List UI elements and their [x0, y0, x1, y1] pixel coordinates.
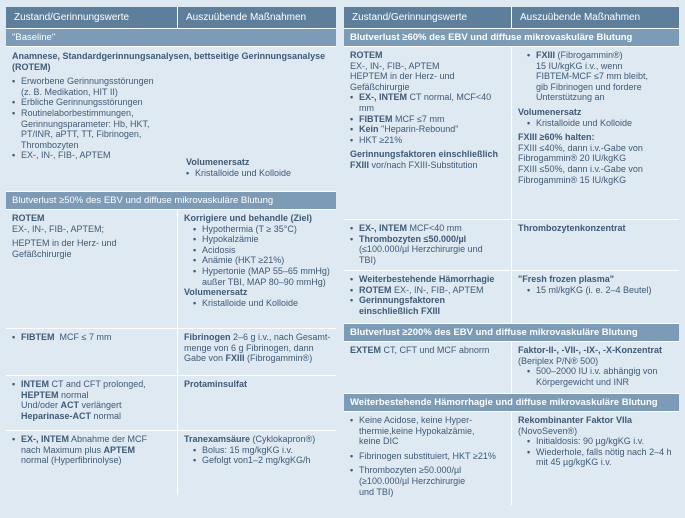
list-item-cont: PT/INR, aPTT, TT, Fibrinogen, [21, 129, 142, 140]
left-table [6, 7, 336, 495]
cell-title: "Fresh frozen plasma" [518, 274, 615, 284]
list-item: • INTEM CT and CFT prolonged, [12, 379, 146, 389]
cell-text: (NovoSeven®) [518, 425, 578, 436]
cell-text: HEPTEM in der Herz- und [350, 71, 455, 82]
list-item: • EX-, IN-, FIB-, APTEM [12, 150, 111, 161]
volume-title: Volumenersatz [186, 157, 250, 167]
list-item-cont: normal (Hyperfibrinolyse) [21, 455, 122, 466]
list-item-cont: mit 45 µg/kgKG i.v. [536, 457, 612, 468]
table-row [344, 219, 679, 270]
list-item: • HKT ≥21% [350, 134, 403, 145]
list-item: • 15 ml/kgKG (i. e. 2–4 Beutel) [527, 284, 652, 295]
list-item-cont: Und/oder ACT verlängert [21, 400, 122, 411]
list-item: • Gerinnungsfaktoren [350, 295, 446, 306]
cell-text: (Beriplex P/N® 500) [518, 355, 599, 366]
rotem-label: ROTEM [350, 50, 383, 60]
baseline-body [6, 46, 336, 191]
cell-text: FXIII ≤40%, dann i.v.-Gabe von [518, 142, 643, 153]
cell-text: Fibrogammin® 20 IU/kgKG [518, 153, 627, 164]
list-item: • ROTEM EX-, IN-, FIB-, APTEM [350, 284, 484, 295]
cell-title: Gerinnungsfaktoren einschließlich [350, 149, 499, 160]
list-item-cont: Gerinnungsparameter: Hb, HKT, [21, 118, 150, 129]
list-item-cont: FIBTEM-MCF ≤7 mm bleibt, [536, 71, 648, 82]
list-item: • Gefolgt von1–2 mg/kgKG/h [193, 455, 311, 466]
header-condition: Zustand/Gerinnungswerte [344, 7, 512, 28]
list-item: • Hypertonie (MAP 55–65 mmHg) [193, 266, 330, 277]
list-item: • Acidosis [193, 244, 236, 255]
list-item-cont: und TBI) [359, 486, 394, 497]
list-item: • Thrombozyten ≤50.000/µl [350, 233, 467, 244]
right-table [344, 7, 679, 505]
cell-title: Faktor-II-, -VII-, -IX-, -X-Konzentrat [518, 345, 662, 355]
list-item-cont: HEPTEM normal [21, 389, 89, 400]
baseline-section: "Baseline" [6, 28, 336, 46]
list-item: • EX-, INTEM Abnahme der MCF [12, 434, 148, 444]
list-item: • Thrombozyten ≥50.000/µl [350, 465, 462, 476]
list-item: • Kein "Heparin-Rebound" [350, 124, 459, 135]
header-measures: Auszuübende Maßnahmen [520, 11, 641, 23]
list-item: • Weiterbestehende Hämorrhagie [350, 274, 495, 284]
table-row [6, 328, 336, 375]
table-row [344, 411, 679, 505]
list-item: • FIBTEM MCF ≤7 mm [350, 113, 445, 124]
cell-title: Korrigiere und behandle (Ziel) [184, 213, 313, 223]
list-item: • EX-, INTEM MCF<40 mm [350, 223, 462, 233]
list-item: • Initialdosis: 90 µg/kgKG i.v. [527, 436, 645, 447]
table-row [344, 341, 679, 393]
list-item-cont: TBI) [359, 254, 376, 265]
volume-title: Volumenersatz [518, 107, 582, 118]
rotem-label: ROTEM [12, 213, 45, 223]
table-row [6, 375, 336, 430]
header-condition: Zustand/Gerinnungswerte [6, 7, 178, 28]
list-item-cont: keine DIC [359, 436, 399, 447]
baseline-title: Anamnese, Standardgerinnungsanalysen, bettseitige Gerinnungsanalyse [12, 51, 326, 61]
list-item: • Kristalloide und Kolloide [186, 167, 292, 178]
cell-title: Tranexamsäure (Cyklokapron®) [184, 434, 316, 444]
list-item-cont: mm [359, 103, 374, 114]
list-item: • Bolus: 15 mg/kgKG i.v. [193, 444, 293, 455]
cell-title: FXIII ≥60% halten: [518, 132, 595, 143]
list-item: • 500–2000 IU i.v. abhängig von [527, 366, 658, 377]
list-item: • FIBTEM MCF ≤ 7 mm [12, 332, 112, 342]
cell-text: FXIII vor/nach FXIII-Substitution [350, 160, 478, 171]
list-item: • Kristalloide und Kolloide [527, 117, 633, 128]
list-item: • Erbliche Gerinnungsstörungen [12, 97, 143, 108]
list-item: • Erworbene Gerinnungsstörungen [12, 76, 154, 87]
list-item-cont: (≤100.000/µl Herzchirurgie und [359, 244, 483, 255]
list-item: • EX-, INTEM CT normal, MCF<40 [350, 92, 492, 103]
left-table-header [6, 7, 336, 28]
cell-text: Gefäßchirurgie [12, 248, 72, 259]
cell-text: EX-, IN-, FIB-, APTEM [350, 60, 440, 71]
header-measures: Auszuübende Maßnahmen [186, 11, 307, 23]
list-item: • Wiederhole, falls nötig nach 2–4 h [527, 446, 672, 457]
cell-text: Gefäßchirurgie [350, 81, 410, 92]
baseline-title-2: (ROTEM) [12, 61, 51, 72]
table-row [344, 46, 679, 219]
right-table-header [344, 7, 679, 28]
continued-bleeding-section: Weiterbestehende Hämorrhagie und diffuse mikrovaskuläre Blutung [344, 393, 679, 411]
volume-title: Volumenersatz [184, 287, 248, 298]
cell-text: EX-, IN-, FIB-, APTEM; [12, 223, 105, 234]
cell-title: Rekombinanter Faktor VIIa [518, 415, 633, 425]
blood-loss-60-section: Blutverlust ≥60% des EBV und diffuse mikrovaskuläre Blutung [344, 28, 679, 46]
list-item: • Keine Acidose, keine Hyper- [350, 415, 473, 425]
list-item: • Routinelaborbestimmungen, [12, 108, 134, 119]
list-item: • Kristalloide und Kolloide [193, 297, 299, 308]
list-item-cont: einschließlich FXIII [359, 305, 441, 316]
list-item-cont: Unterstützung an [536, 92, 605, 103]
list-item: • Fibrinogen substituiert, HKT ≥21% [350, 450, 496, 461]
cell-text: menge von 6 g Fibrinogen, dann [184, 342, 314, 353]
cell-text: Fibrogammin® 15 IU/kgKG [518, 174, 627, 185]
list-item-cont: thermie,keine Hypokalzämie, [359, 425, 475, 436]
cell-title: Protaminsulfat [184, 379, 248, 389]
blood-loss-50-section: Blutverlust ≥50% des EBV und diffuse mikrovaskuläre Blutung [6, 191, 336, 209]
list-item-cont: Thrombozyten [21, 139, 79, 150]
list-item-cont: (z. B. Medikation, HIT II) [21, 86, 118, 97]
table-row [6, 209, 336, 328]
cell-text: FXIII ≤50%, dann i.v.-Gabe von [518, 164, 643, 175]
cell-text: EXTEM CT, CFT und MCF abnorm [350, 345, 490, 355]
list-item-cont: außer TBI, MAP 80–90 mmHg) [202, 276, 326, 287]
list-item-cont: nach Maximum plus APTEM [21, 444, 136, 455]
list-item: • Hypothermia (T ≥ 35°C) [193, 223, 297, 234]
cell-text: Fibrinogen 2–6 g i.v., nach Gesamt- [184, 332, 331, 342]
table-row [344, 270, 679, 323]
blood-loss-200-section: Blutverlust ≥200% des EBV und diffuse mikrovaskuläre Blutung [344, 323, 679, 341]
list-item-cont: Heparinase-ACT normal [21, 410, 122, 421]
list-item-cont: Körpergewicht und INR [536, 376, 630, 387]
list-item: • FXIII (Fibrogammin®) [527, 50, 623, 60]
list-item-cont: 15 IU/kgKG i.v., wenn [536, 60, 623, 71]
table-row [6, 430, 336, 495]
cell-title: Thrombozytenkonzentrat [518, 223, 626, 233]
cell-text: Gabe von FXIII (Fibrogammin®) [184, 353, 313, 364]
list-item: • Anämie (HKT ≥21%) [193, 255, 285, 266]
list-item: • Hypokalzämie [193, 234, 259, 245]
list-item-cont: (≥100.000/µl Herzchirurgie [359, 476, 466, 487]
list-item-cont: gib Fibrinogen und fordere [536, 81, 642, 92]
cell-text: HEPTEM in der Herz- und [12, 238, 117, 249]
